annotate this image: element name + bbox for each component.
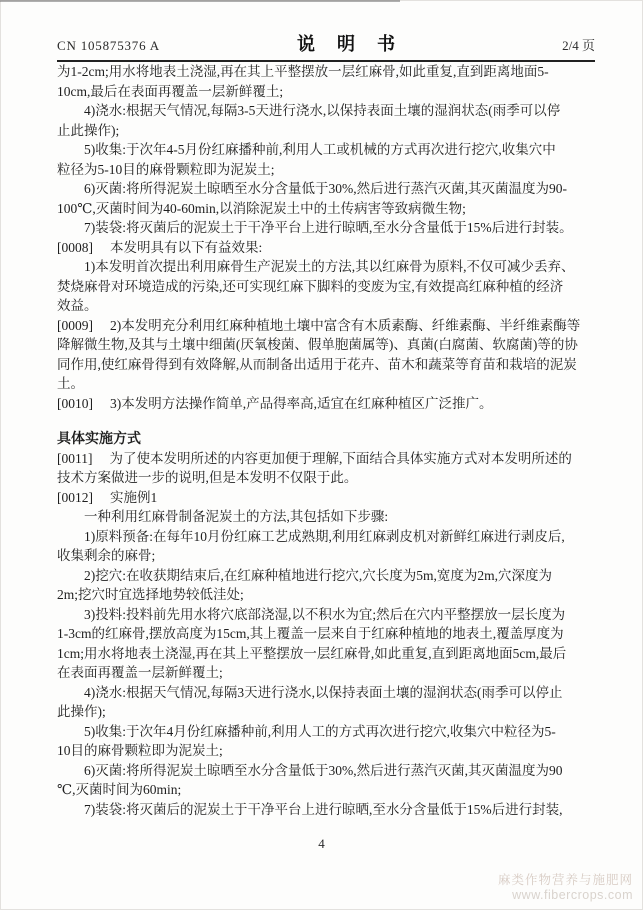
- text-line: [57, 355, 599, 375]
- text-line: [57, 644, 599, 664]
- text-line: [57, 179, 599, 199]
- text-line: [57, 218, 599, 238]
- paragraph-tag: [0012]: [57, 489, 93, 505]
- line-text: 收集剩余的麻骨;: [57, 548, 156, 563]
- section-heading: [57, 429, 599, 449]
- line-text: 6)灭菌:将所得泥炭土晾晒至水分含量低于30%,然后进行蒸汽灭菌,其灭菌温度为90-: [84, 181, 567, 196]
- text-line: [57, 800, 599, 820]
- watermark: [498, 873, 633, 903]
- line-text: 6)灭菌:将所得泥炭土晾晒至水分含量低于30%,然后进行蒸汽灭菌,其灭菌温度为90: [84, 762, 563, 778]
- line-text: 2)挖穴:在收获期结束后,在红麻种植地进行挖穴,穴长度为5m,宽度为2m,穴深度为: [84, 567, 552, 583]
- line-text: 10cm,最后在表面再覆盖一层新鲜覆土;: [57, 83, 284, 99]
- document-title: 说 明 书: [297, 34, 398, 54]
- text-line: [57, 468, 599, 488]
- line-text: 1)原料预备:在每年10月份红麻工艺成熟期,利用红麻剥皮机对新鲜红麻进行剥皮后,: [84, 528, 565, 544]
- text-line: [57, 335, 599, 355]
- text-line: [57, 199, 599, 219]
- line-text: 10目的麻骨颗粒即为泥炭土;: [57, 743, 223, 758]
- line-text: 焚烧麻骨对环境造成的污染,还可实现红麻下脚料的变废为宝,有效提高红麻种植的经济: [57, 278, 564, 294]
- text-line: [57, 140, 599, 160]
- line-text: 4)浇水:根据天气情况,每隔3天进行浇水,以保持表面土壤的湿润状态(雨季可以停止: [84, 684, 563, 700]
- text-line: [57, 101, 599, 121]
- line-text: 5)收集:于次年4-5月份红麻播种前,利用人工或机械的方式再次进行挖穴,收集穴中: [84, 142, 556, 157]
- line-text: 1-3cm的红麻骨,摆放高度为15cm,其上覆盖一层来自于红麻种植地的地表土,覆盖厚度为: [57, 626, 564, 641]
- text-line: [57, 62, 599, 82]
- text-line: [57, 296, 599, 316]
- page-indicator: 2/4 页: [562, 38, 595, 53]
- line-text: 3)本发明方法操作简单,产品得率高,适宜在红麻种植区广泛推广。: [110, 395, 493, 411]
- text-line: [57, 663, 599, 683]
- text-line: [57, 780, 599, 800]
- text-line: [57, 585, 599, 605]
- line-text: 2)本发明充分利用红麻种植地土壤中富含有木质素酶、纤维素酶、半纤维素酶等: [110, 317, 581, 333]
- page-number: 4: [318, 836, 325, 851]
- text-line: [57, 507, 599, 527]
- text-line: [57, 527, 599, 547]
- watermark-site-name: 麻类作物营养与施肥网: [497, 873, 633, 887]
- watermark-site-url: www.fibercrops.com: [512, 888, 633, 902]
- text-line: [57, 82, 599, 102]
- text-line: [57, 566, 599, 586]
- paragraph-tag: [0008]: [57, 239, 93, 255]
- publication-number: CN 105875376 A: [57, 38, 160, 53]
- line-text: 2m;挖穴时宜选择地势较低洼处;: [57, 587, 244, 602]
- document-body: [57, 62, 599, 819]
- paragraph-tag: [0009]: [57, 317, 93, 333]
- line-text: 技术方案做进一步的说明,但是本发明不仅限于此。: [57, 470, 358, 485]
- text-line: [57, 316, 599, 336]
- line-text: ℃,灭菌时间为60min;: [57, 782, 182, 797]
- text-line: [57, 238, 599, 258]
- line-text: 粒径为5-10目的麻骨颗粒即为泥炭土;: [57, 161, 275, 177]
- text-line: [57, 449, 599, 469]
- text-line: [57, 277, 599, 297]
- line-text: 100℃,灭菌时间为40-60min,以消除泥炭土中的土传病害等致病微生物;: [57, 200, 466, 216]
- line-text: 具体实施方式: [57, 430, 141, 446]
- line-text: 7)装袋:将灭菌后的泥炭土于干净平台上进行晾晒,至水分含量低于15%后进行封装。: [84, 220, 573, 235]
- text-line: [57, 488, 599, 508]
- line-text: 1cm;用水将地表土浇湿,再在其上平整摆放一层红麻骨,如此重复,直到距离地面5cm,最后: [57, 645, 567, 661]
- paragraph-tag: [0010]: [57, 395, 93, 411]
- line-text: 此操作);: [57, 704, 106, 719]
- line-text: 5)收集:于次年4月份红麻播种前,利用人工的方式再次进行挖穴,收集穴中粒径为5-: [84, 723, 556, 739]
- line-text: 4)浇水:根据天气情况,每隔3-5天进行浇水,以保持表面土壤的湿润状态(雨季可以停: [84, 103, 561, 118]
- text-line: [57, 546, 599, 566]
- line-text: 同作用,使红麻骨得到有效降解,从而制备出适用于花卉、苗木和蔬菜等育苗和栽培的泥炭: [57, 356, 577, 372]
- line-text: 止此操作);: [57, 122, 120, 138]
- text-line: [57, 374, 599, 394]
- text-line: [57, 722, 599, 742]
- text-line: [57, 121, 599, 141]
- line-text: 降解微生物,及其与土壤中细菌(厌氧梭菌、假单胞菌属等)、真菌(白腐菌、软腐菌)等的协: [57, 337, 578, 352]
- line-text: 土。: [57, 376, 84, 391]
- line-text: 本发明具有以下有益效果:: [110, 239, 263, 255]
- text-line: [57, 741, 599, 761]
- paragraph-tag: [0011]: [57, 450, 93, 466]
- text-line: [57, 761, 599, 781]
- text-line: [57, 257, 599, 277]
- line-text: 一种利用红麻骨制备泥炭土的方法,其包括如下步骤:: [84, 509, 389, 524]
- text-line: [57, 683, 599, 703]
- line-text: 3)投料:投料前先用水将穴底部浇湿,以不积水为宜;然后在穴内平整摆放一层长度为: [84, 606, 566, 622]
- page-header: [57, 30, 595, 62]
- line-text: 1)本发明首次提出利用麻骨生产泥炭土的方法,其以红麻骨为原料,不仅可减少丢弃、: [84, 259, 575, 274]
- line-text: 为了使本发明所述的内容更加便于理解,下面结合具体实施方式对本发明所述的: [109, 450, 572, 466]
- text-line: [57, 605, 599, 625]
- line-text: 实施例1: [110, 489, 158, 505]
- line-text: 为1-2cm;用水将地表土浇湿,再在其上平整摆放一层红麻骨,如此重复,直到距离地面5-: [57, 64, 549, 79]
- text-line: [57, 394, 599, 414]
- text-line: [57, 624, 599, 644]
- line-text: 7)装袋:将灭菌后的泥炭土于干净平台上进行晾晒,至水分含量低于15%后进行封装,: [84, 801, 563, 817]
- text-line: [57, 702, 599, 722]
- line-text: 效益。: [57, 298, 98, 313]
- line-text: 在表面再覆盖一层新鲜覆土;: [57, 665, 223, 680]
- scan-edge-artifact: [0, 0, 400, 2]
- text-line: [57, 160, 599, 180]
